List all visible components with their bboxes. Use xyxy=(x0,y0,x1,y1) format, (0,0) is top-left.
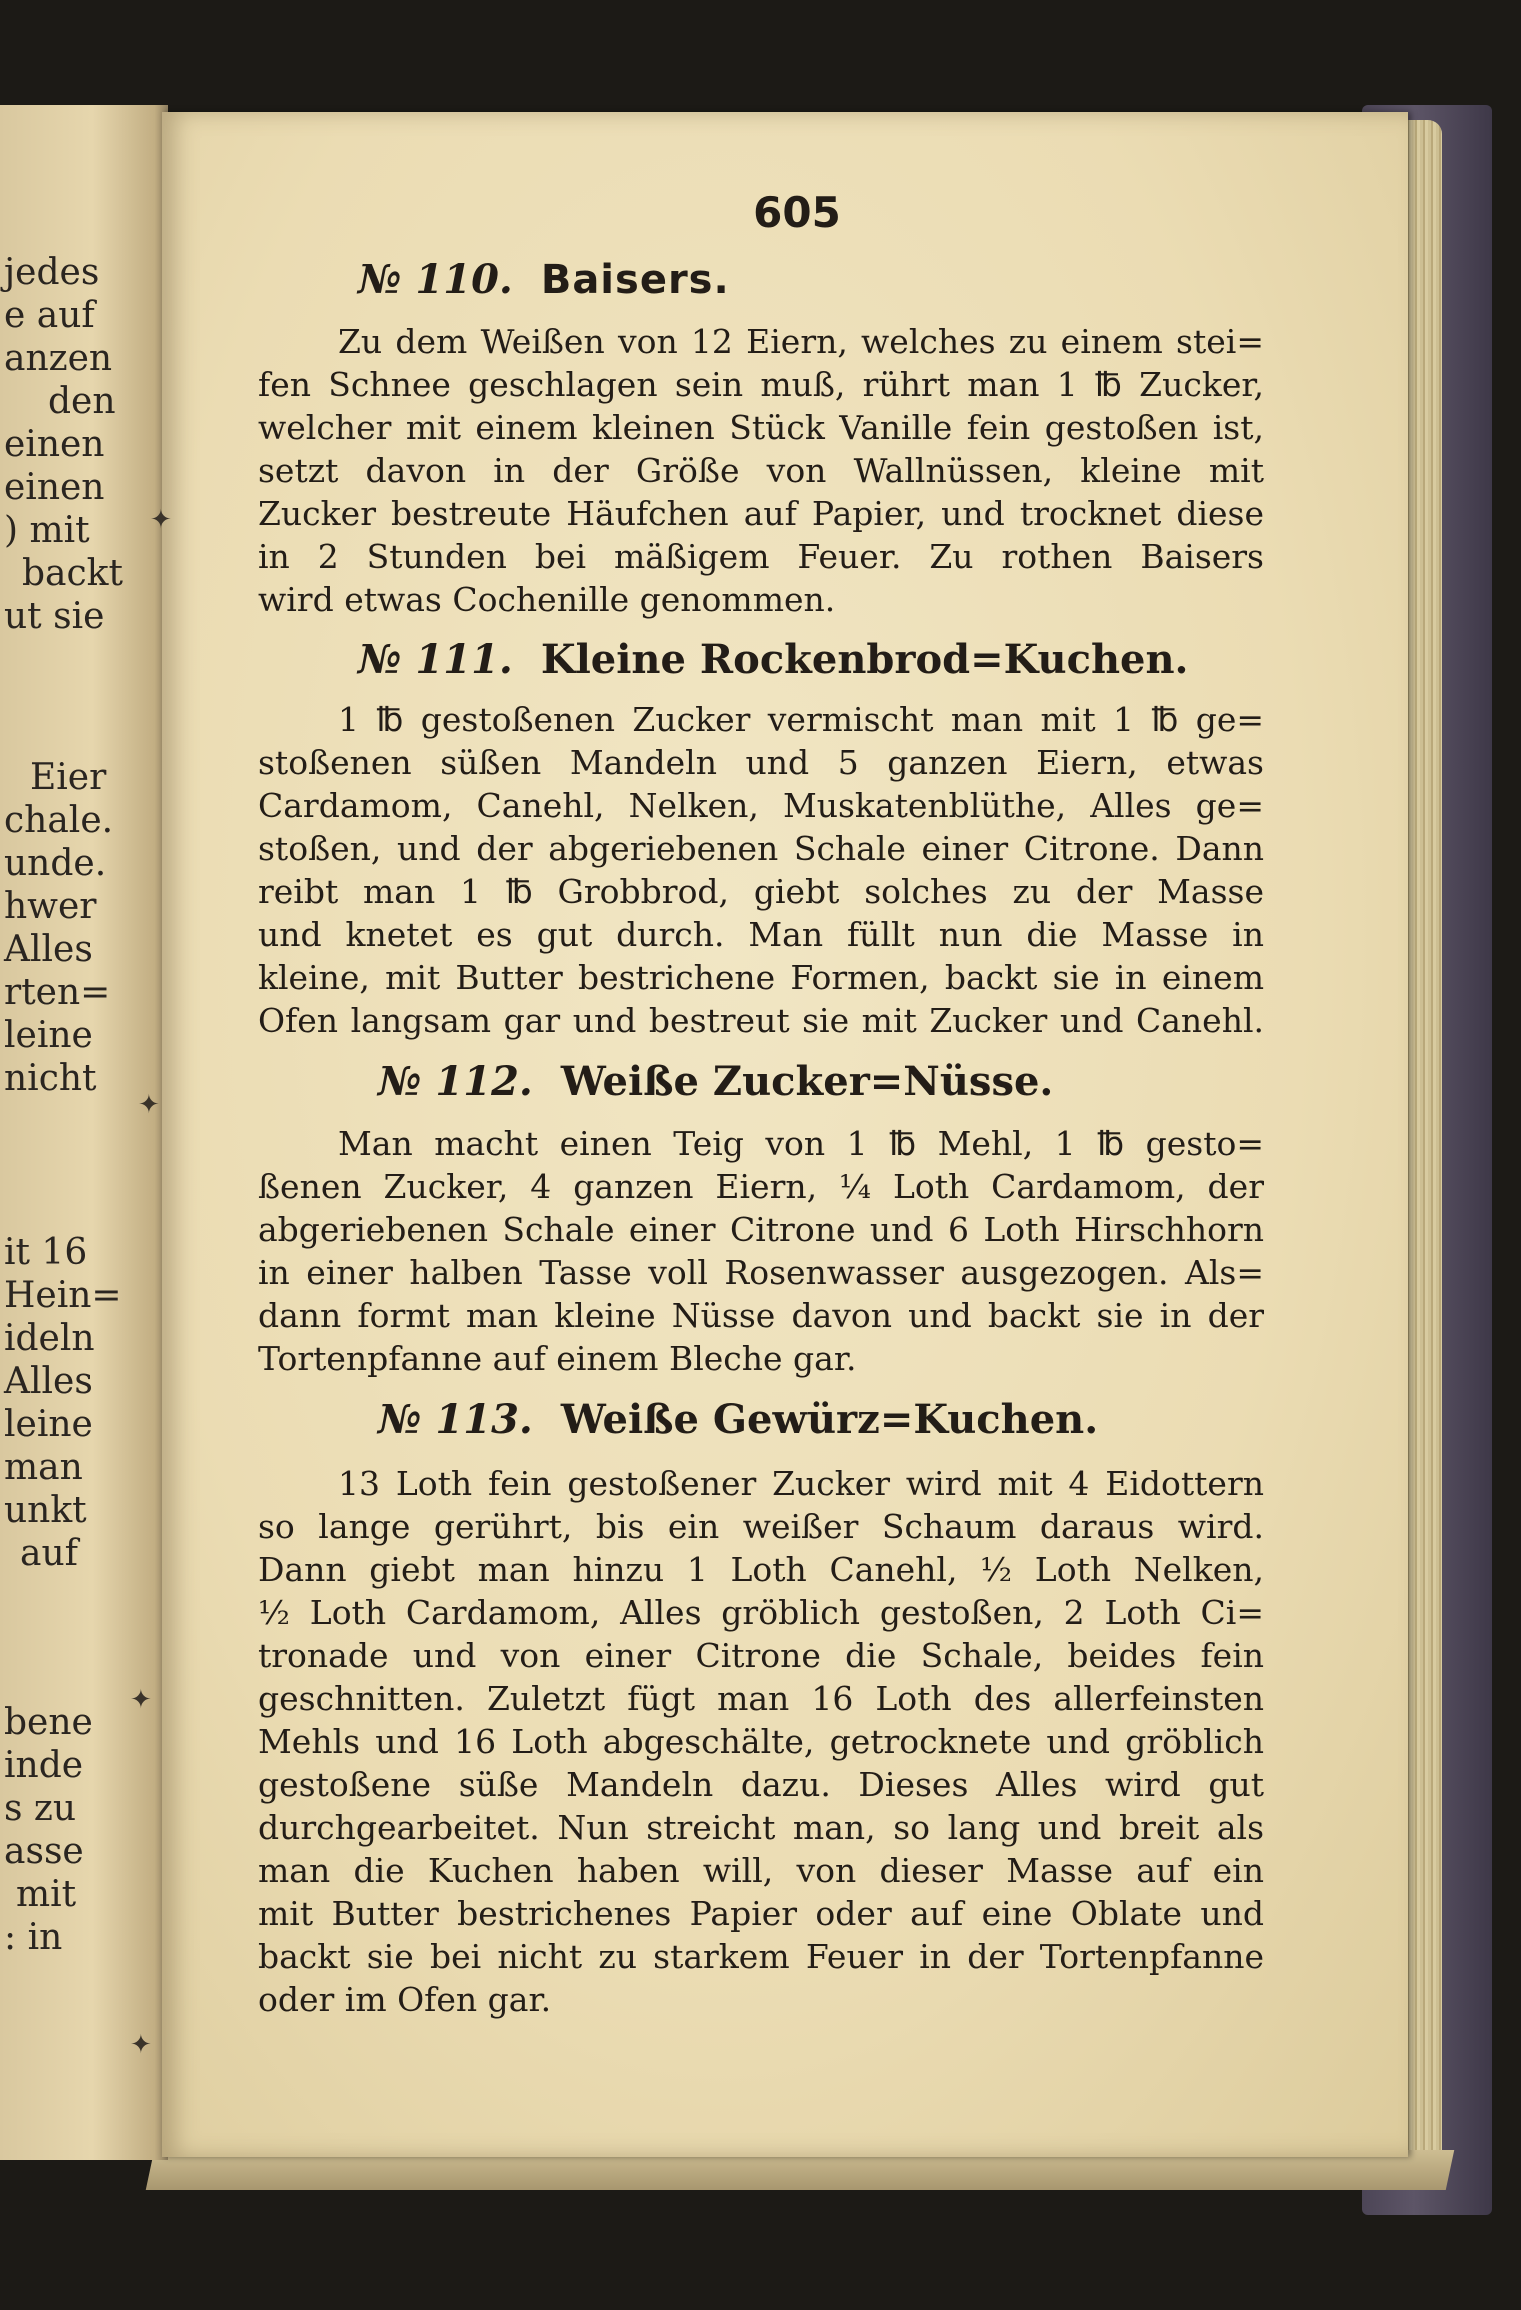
left-page-fragment: inde xyxy=(4,1745,84,1786)
left-page-fragment: einen xyxy=(4,424,105,465)
left-page-fragment: ideln xyxy=(4,1318,95,1359)
text-line: gestoßene süße Mandeln dazu. Dieses Alles wird gut xyxy=(258,1765,1264,1804)
recipe-heading xyxy=(378,1058,1054,1105)
margin-mark: ✦ xyxy=(150,505,172,535)
page-number: 605 xyxy=(753,188,841,237)
left-page-fragment: Hein= xyxy=(4,1275,122,1316)
text-line: Mehls und 16 Loth abgeschälte, getrocknete und gröblich xyxy=(258,1722,1264,1761)
left-page-fragment: asse xyxy=(4,1831,84,1872)
recipe-heading xyxy=(378,1396,1099,1443)
text-line: in 2 Stunden bei mäßigem Feuer. Zu rothen Baisers xyxy=(258,537,1264,576)
left-page-fragment: auf xyxy=(20,1533,78,1574)
text-line: ßenen Zucker, 4 ganzen Eiern, ¼ Loth Cardamom, der xyxy=(258,1167,1264,1206)
text-line: Tortenpfanne auf einem Bleche gar. xyxy=(258,1339,857,1378)
left-page-fragment: rten= xyxy=(4,972,111,1013)
recipe-title: Kleine Rockenbrod=Kuchen. xyxy=(540,636,1189,683)
left-page xyxy=(0,105,168,2160)
left-page-fragment: ) mit xyxy=(4,510,90,551)
text-line: so lange gerührt, bis ein weißer Schaum daraus wird. xyxy=(258,1507,1264,1546)
recipe-heading xyxy=(358,256,730,303)
text-line: mit Butter bestrichenes Papier oder auf eine Oblate und xyxy=(258,1894,1264,1933)
text-line: geschnitten. Zuletzt fügt man 16 Loth des allerfeinsten xyxy=(258,1679,1264,1718)
left-page-fragment: Alles xyxy=(4,929,93,970)
text-line: Dann giebt man hinzu 1 Loth Canehl, ½ Loth Nelken, xyxy=(258,1550,1264,1589)
left-page-fragment: Alles xyxy=(4,1361,93,1402)
text-line: setzt davon in der Größe von Wallnüssen, kleine mit xyxy=(258,451,1264,490)
text-line: Zucker bestreute Häufchen auf Papier, und trocknet diese xyxy=(258,494,1264,533)
left-page-fragment: den xyxy=(48,381,116,422)
left-page-fragment: hwer xyxy=(4,886,97,927)
text-line: dann formt man kleine Nüsse davon und backt sie in der xyxy=(258,1296,1264,1335)
text-line: tronade und von einer Citrone die Schale, beides fein xyxy=(258,1636,1264,1675)
text-line: Ofen langsam gar und bestreut sie mit Zucker und Canehl. xyxy=(258,1001,1264,1040)
text-line: und knetet es gut durch. Man füllt nun die Masse in xyxy=(258,915,1264,954)
left-page-fragment: s zu xyxy=(4,1788,77,1829)
left-page-fragment: man xyxy=(4,1447,83,1488)
left-page-fragment: leine xyxy=(4,1404,93,1445)
left-page-fragment: anzen xyxy=(4,338,113,379)
margin-mark: ✦ xyxy=(130,2030,152,2060)
left-page-fragment: Eier xyxy=(30,757,107,798)
text-line: kleine, mit Butter bestrichene Formen, backt sie in einem xyxy=(258,958,1264,997)
left-page-fragment: nicht xyxy=(4,1058,97,1099)
text-line: durchgearbeitet. Nun streicht man, so lang und breit als xyxy=(258,1808,1264,1847)
left-page-fragment: backt xyxy=(22,553,123,594)
text-line: Zu dem Weißen von 12 Eiern, welches zu einem stei= xyxy=(338,322,1264,361)
left-page-fragment: chale. xyxy=(4,800,114,841)
left-page-fragment: e auf xyxy=(4,295,95,336)
recipe-number: № 113. xyxy=(378,1396,533,1443)
text-line: man die Kuchen haben will, von dieser Masse auf ein xyxy=(258,1851,1264,1890)
text-line: Cardamom, Canehl, Nelken, Muskatenblüthe, Alles ge= xyxy=(258,786,1264,825)
text-line: stoßen, und der abgeriebenen Schale einer Citrone. Dann xyxy=(258,829,1264,868)
left-page-fragment: einen xyxy=(4,467,105,508)
left-page-fragment: unde. xyxy=(4,843,107,884)
text-line: welcher mit einem kleinen Stück Vanille fein gestoßen ist, xyxy=(258,408,1264,447)
text-line: in einer halben Tasse voll Rosenwasser ausgezogen. Als= xyxy=(258,1253,1264,1292)
text-line: backt sie bei nicht zu starkem Feuer in der Tortenpfanne xyxy=(258,1937,1264,1976)
text-line: 13 Loth fein gestoßener Zucker wird mit 4 Eidottern xyxy=(338,1464,1264,1503)
text-line: Man macht einen Teig von 1 ℔ Mehl, 1 ℔ gesto= xyxy=(338,1124,1264,1163)
recipe-number: № 111. xyxy=(358,636,513,683)
text-line: reibt man 1 ℔ Grobbrod, giebt solches zu der Masse xyxy=(258,872,1264,911)
left-page-fragment: ut sie xyxy=(4,596,105,637)
margin-mark: ✦ xyxy=(130,1685,152,1715)
text-line: oder im Ofen gar. xyxy=(258,1980,552,2019)
recipe-title: Baisers. xyxy=(540,257,730,303)
text-line: fen Schnee geschlagen sein muß, rührt man 1 ℔ Zucker, xyxy=(258,365,1264,404)
left-page-fragment: unkt xyxy=(4,1490,87,1531)
left-page-fragment: mit xyxy=(16,1874,77,1915)
left-page-fragment: : in xyxy=(4,1917,63,1958)
left-page-fragment: leine xyxy=(4,1015,93,1056)
margin-mark: ✦ xyxy=(138,1090,160,1120)
left-page-fragment: bene xyxy=(4,1702,93,1743)
recipe-number: № 110. xyxy=(358,256,513,303)
text-line: 1 ℔ gestoßenen Zucker vermischt man mit 1 ℔ ge= xyxy=(338,700,1264,739)
text-line: stoßenen süßen Mandeln und 5 ganzen Eiern, etwas xyxy=(258,743,1264,782)
text-line: abgeriebenen Schale einer Citrone und 6 Loth Hirschhorn xyxy=(258,1210,1264,1249)
text-line: ½ Loth Cardamom, Alles gröblich gestoßen, 2 Loth Ci= xyxy=(258,1593,1264,1632)
left-page-fragment: jedes xyxy=(4,252,100,293)
recipe-title: Weiße Zucker=Nüsse. xyxy=(560,1058,1054,1105)
recipe-title: Weiße Gewürz=Kuchen. xyxy=(560,1396,1099,1443)
recipe-heading xyxy=(358,636,1189,683)
left-page-fragment: it 16 xyxy=(4,1232,88,1273)
text-line: wird etwas Cochenille genommen. xyxy=(258,580,836,619)
recipe-number: № 112. xyxy=(378,1058,533,1105)
